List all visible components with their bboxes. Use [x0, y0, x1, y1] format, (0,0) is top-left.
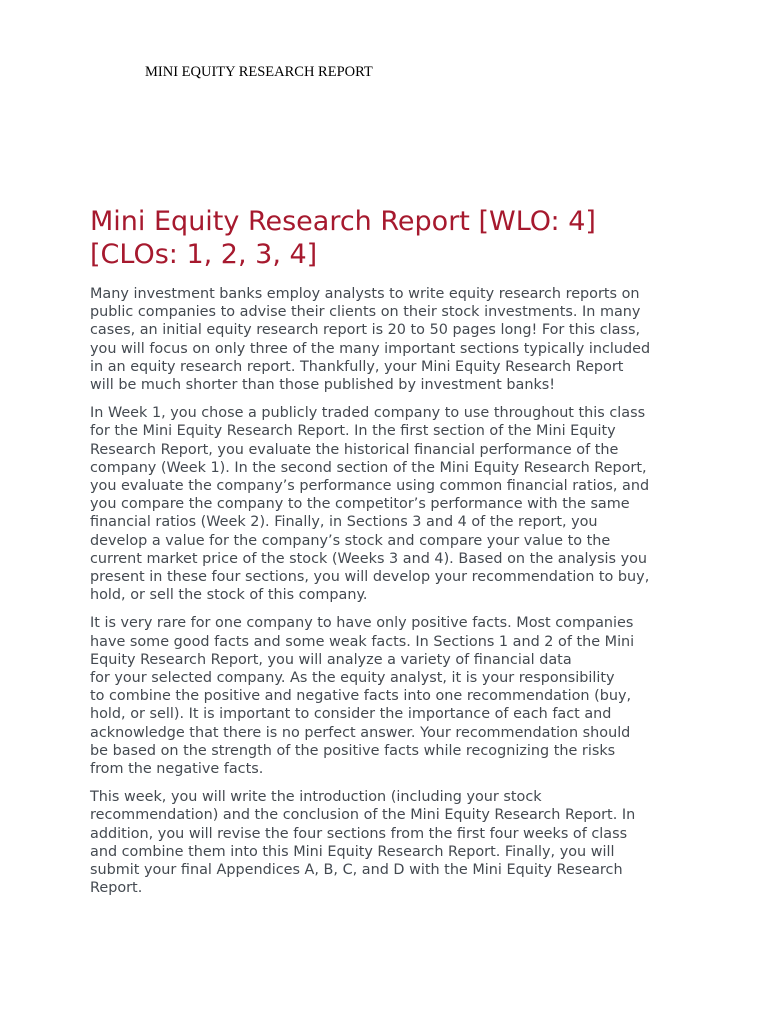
text-line: you will focus on only three of the many important sections typically included [90, 340, 651, 357]
text-line: develop a value for the company’s stock and compare your value to the [90, 532, 611, 549]
text-line: submit your final Appendices A, B, C, and D with the Mini Equity Research [90, 862, 623, 879]
text-line: Report. [90, 880, 143, 897]
running-header: MINI EQUITY RESEARCH REPORT [145, 64, 373, 80]
text-line: be based on the strength of the positive facts while recognizing the risks [90, 742, 616, 759]
text-line: Many investment banks employ analysts to write equity research reports on [90, 286, 640, 302]
document-body [90, 205, 690, 908]
text-line: hold, or sell). It is important to consider the importance of each fact and [90, 706, 612, 723]
paragraph-this-week [90, 788, 690, 897]
title-line: [CLOs: 1, 2, 3, 4] [90, 239, 318, 270]
text-line: public companies to advise their clients on their stock investments. In many [90, 304, 641, 321]
text-line: will be much shorter than those published by investment banks! [90, 377, 556, 394]
text-line: you evaluate the company’s performance using common financial ratios, and [90, 478, 650, 495]
text-line: hold, or sell the stock of this company. [90, 587, 368, 604]
text-line: current market price of the stock (Weeks 3 and 4). Based on the analysis you [90, 550, 648, 567]
text-line: you compare the company to the competitor’s performance with the same [90, 496, 630, 513]
text-line: cases, an initial equity research report is 20 to 50 pages long! For this class, [90, 322, 641, 339]
text-line: Research Report, you evaluate the historical financial performance of the [90, 441, 619, 458]
text-line: in an equity research report. Thankfully, your Mini Equity Research Report [90, 358, 624, 375]
paragraph-facts [90, 614, 690, 778]
text-line: for your selected company. As the equity analyst, it is your responsibility [90, 670, 615, 687]
text-line: In Week 1, you chose a publicly traded company to use throughout this class [90, 405, 646, 422]
text-line: present in these four sections, you will develop your recommendation to buy, [90, 569, 650, 586]
text-line: Equity Research Report, you will analyze a variety of financial data [90, 651, 572, 668]
text-line: recommendation) and the conclusion of the Mini Equity Research Report. In [90, 807, 636, 824]
text-line: to combine the positive and negative facts into one recommendation (buy, [90, 688, 632, 705]
text-line: It is very rare for one company to have only positive facts. Most companies [90, 615, 634, 632]
text-line: and combine them into this Mini Equity Research Report. Finally, you will [90, 843, 615, 860]
title-line: Mini Equity Research Report [WLO: 4] [90, 206, 596, 237]
text-line: financial ratios (Week 2). Finally, in Sections 3 and 4 of the report, you [90, 514, 598, 531]
paragraph-intro [90, 285, 690, 394]
text-line: have some good facts and some weak facts. In Sections 1 and 2 of the Mini [90, 633, 635, 650]
document-title [90, 205, 690, 271]
text-line: This week, you will write the introduction (including your stock [90, 789, 542, 806]
text-line: from the negative facts. [90, 761, 264, 778]
paragraph-week-one [90, 404, 690, 604]
text-line: company (Week 1). In the second section of the Mini Equity Research Report, [90, 459, 647, 476]
text-line: addition, you will revise the four sections from the first four weeks of class [90, 825, 628, 842]
text-line: acknowledge that there is no perfect answer. Your recommendation should [90, 724, 631, 741]
text-line: for the Mini Equity Research Report. In the first section of the Mini Equity [90, 423, 616, 440]
